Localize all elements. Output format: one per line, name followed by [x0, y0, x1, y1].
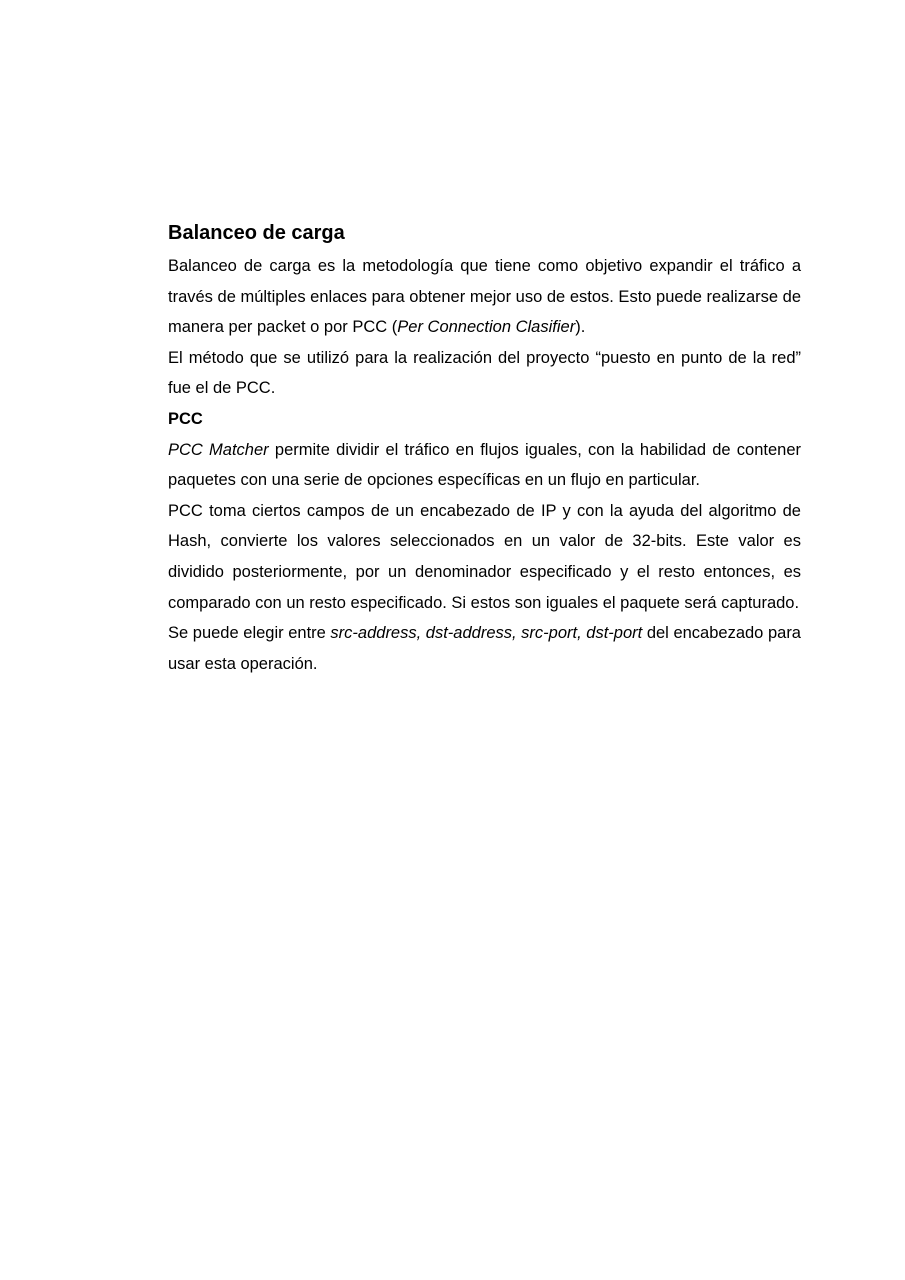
document-page [168, 218, 801, 679]
pcc-matcher-term: PCC Matcher [168, 440, 269, 459]
pcc-fields-list: src-address, dst-address, src-port, dst-port [330, 624, 643, 643]
intro-paragraph [168, 251, 801, 343]
intro-italic-term: Per Connection Clasifier [397, 318, 576, 337]
pcc-fields-paragraph [168, 618, 801, 679]
pcc-matcher-text: permite dividir el tráfico en flujos iguales, con la habilidad de contener paquetes con una serie de opciones específicas en un flujo en particular. [168, 440, 801, 490]
intro-text: Balanceo de carga es la metodología que tiene como objetivo expandir el tráfico a través de múltiples enlaces para obtener mejor uso de estos. Esto puede realizarse de manera per packet o por PCC ( [168, 257, 801, 337]
pcc-subtitle: PCC [168, 409, 203, 428]
pcc-fields-text-end: del encabezado para usar esta operación. [168, 624, 801, 673]
intro-text-end: ). [575, 318, 586, 337]
method-paragraph: El método que se utilizó para la realización del proyecto “puesto en punto de la red” fue el de PCC. [168, 348, 801, 398]
pcc-matcher-paragraph [168, 435, 801, 496]
pcc-fields-text: Se puede elegir entre [168, 624, 331, 643]
section-title: Balanceo de carga [168, 222, 345, 244]
pcc-hash-paragraph: PCC toma ciertos campos de un encabezado de IP y con la ayuda del algoritmo de Hash, convierte los valores seleccionados en un valor de 32-bits. Este valor es dividido posteriormente, por un denominador especificado y el resto entonces, es comparado con un resto especificado. Si estos son iguales el paquete será capturado. [168, 501, 801, 612]
